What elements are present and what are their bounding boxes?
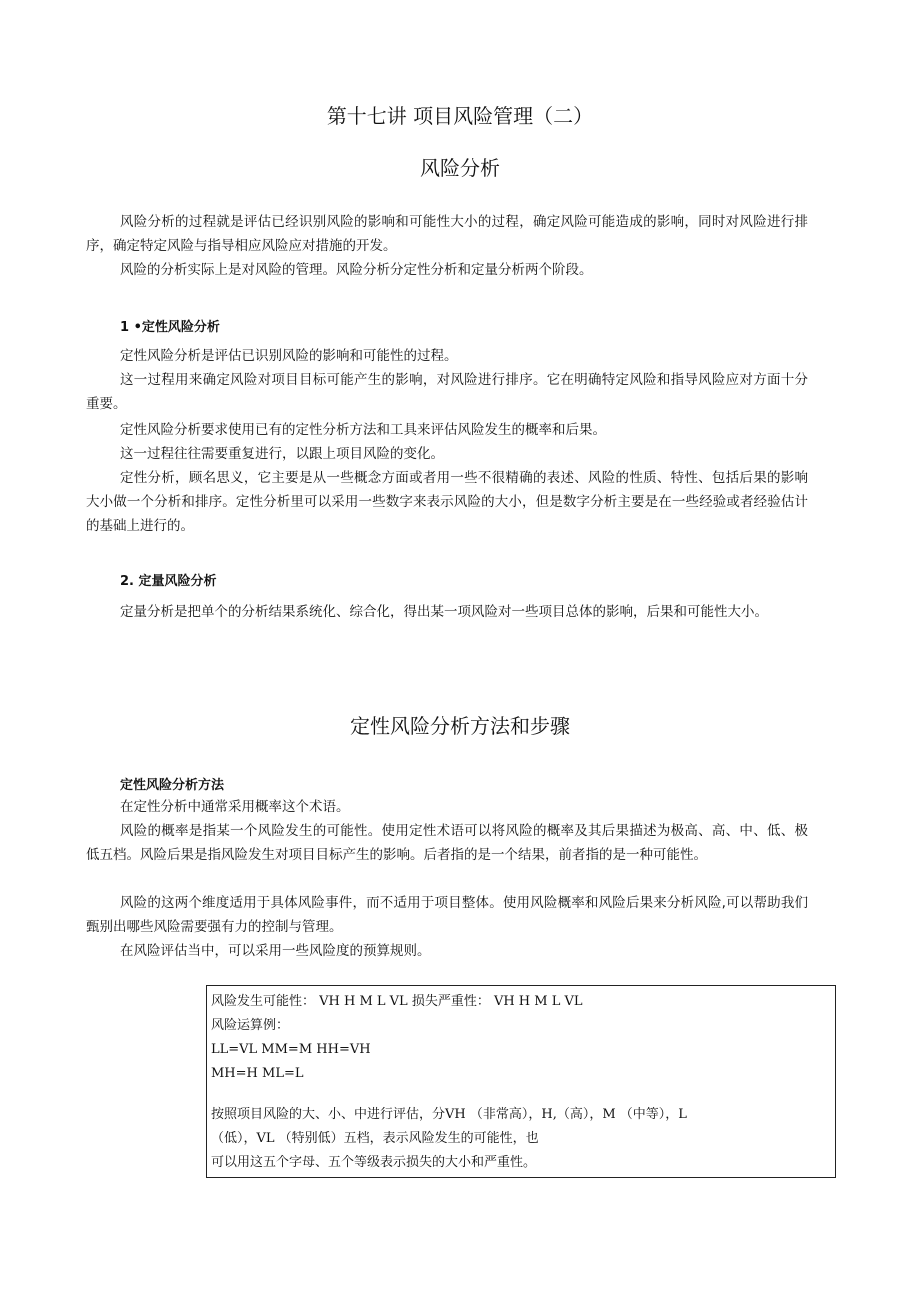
heading-method: 定性风险分析方法 xyxy=(120,778,225,793)
box-line: 风险运算例： xyxy=(211,1018,290,1033)
section-title-methods: 定性风险分析方法和步骤 xyxy=(350,714,570,738)
box-note: 按照项目风险的大、小、中进行评估，分VH （非常高），H,（高），M （中等），L xyxy=(211,1107,687,1122)
box-line: MH=H ML=L xyxy=(211,1066,304,1081)
method-paragraph: 在风险评估当中，可以采用一些风险度的预算规则。 xyxy=(120,943,431,959)
heading-quantitative: 2. 定量风险分析 xyxy=(120,574,217,589)
quant-paragraph: 定量分析是把单个的分析结果系统化、综合化，得出某一项风险对一些项目总体的影响，后果和可能性大小。 xyxy=(120,604,768,620)
qual-paragraph: 定性风险分析要求使用已有的定性分析方法和工具来评估风险发生的概率和后果。 xyxy=(120,422,606,438)
heading-qualitative: 1 •定性风险分析 xyxy=(120,320,220,335)
box-line: 风险发生可能性： VH H M L VL 损失严重性： VH H M L VL xyxy=(211,994,583,1009)
lecture-title: 第十七讲 项目风险管理（二） xyxy=(326,104,594,128)
box-note: 可以用这五个字母、五个等级表示损失的大小和严重性。 xyxy=(211,1155,537,1170)
intro-paragraph: 风险的分析实际上是对风险的管理。风险分析分定性分析和定量分析两个阶段。 xyxy=(120,262,593,278)
box-spacer xyxy=(211,1086,835,1103)
qual-paragraph: 这一过程用来确定风险对项目目标可能产生的影响，对风险进行排序。它在明确特定风险和指导风险应对方面十分重要。 xyxy=(86,372,808,412)
qual-paragraph: 定性风险分析是评估已识别风险的影响和可能性的过程。 xyxy=(120,348,458,364)
intro-paragraph: 风险分析的过程就是评估已经识别风险的影响和可能性大小的过程，确定风险可能造成的影响，同时对风险进行排序，确定特定风险与指导相应风险应对措施的开发。 xyxy=(86,214,808,254)
section-title-risk-analysis: 风险分析 xyxy=(420,156,500,180)
method-paragraph: 在定性分析中通常采用概率这个术语。 xyxy=(120,799,350,815)
risk-rule-box xyxy=(206,985,836,1178)
method-paragraph: 风险的这两个维度适用于具体风险事件，而不适用于项目整体。使用风险概率和风险后果来分析风险,可以帮助我们甄别出哪些风险需要强有力的控制与管理。 xyxy=(86,895,808,935)
qual-paragraph: 定性分析，顾名思义，它主要是从一些概念方面或者用一些不很精确的表述、风险的性质、特性、包括后果的影响大小做一个分析和排序。定性分析里可以采用一些数字来表示风险的大小，但是数字分析主要是在一些经验或者经验估计的基础上进行的。 xyxy=(86,470,808,534)
box-note: （低），VL （特别低）五档，表示风险发生的可能性，也 xyxy=(211,1131,539,1146)
qual-paragraph: 这一过程往往需要重复进行，以跟上项目风险的变化。 xyxy=(120,446,444,462)
box-line: LL=VL MM=M HH=VH xyxy=(211,1042,371,1057)
method-paragraph: 风险的概率是指某一个风险发生的可能性。使用定性术语可以将风险的概率及其后果描述为极高、高、中、低、极低五档。风险后果是指风险发生对项目目标产生的影响。后者指的是一个结果，前者指的是一种可能性。 xyxy=(86,823,808,863)
